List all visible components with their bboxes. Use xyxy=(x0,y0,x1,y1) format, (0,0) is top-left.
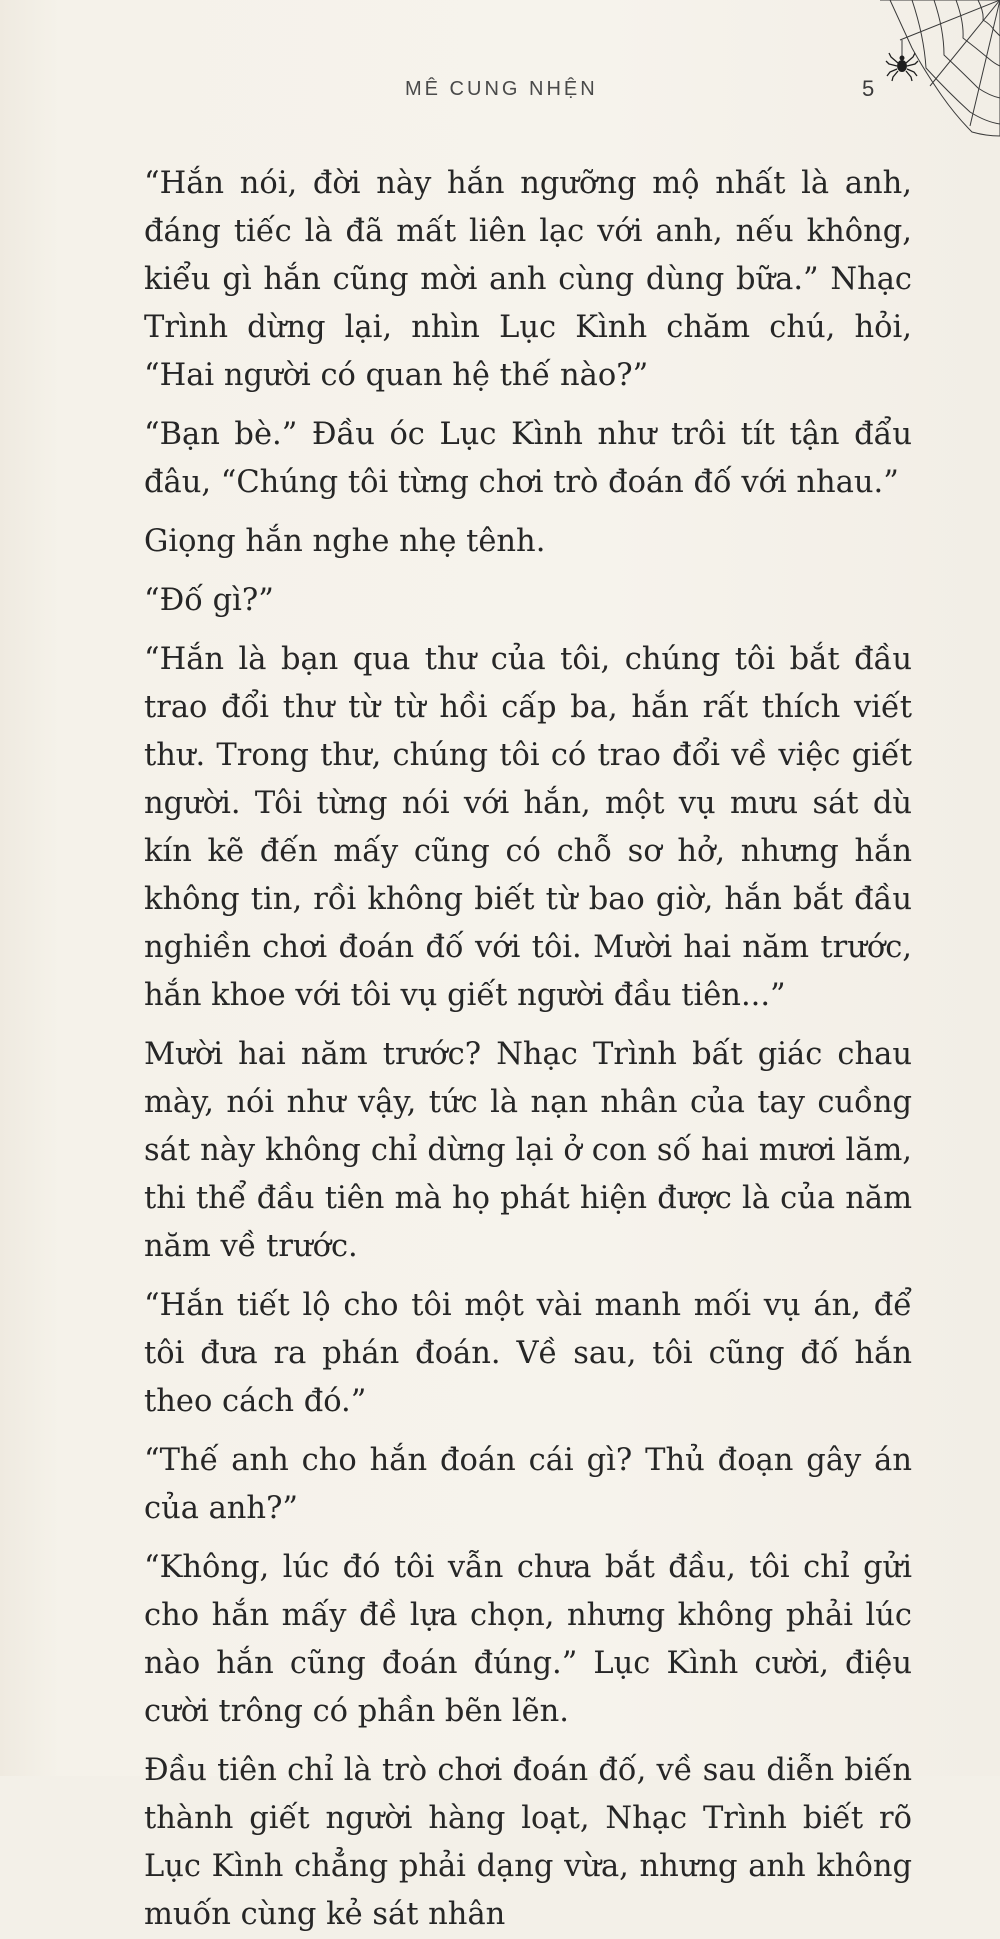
page-header xyxy=(0,74,1000,110)
paragraph: “Thế anh cho hắn đoán cái gì? Thủ đoạn gây án của anh?” xyxy=(144,1443,912,1526)
spider-icon xyxy=(886,53,918,81)
paragraph: Mười hai năm trước? Nhạc Trình bất giác chau mày, nói như vậy, tức là nạn nhân của tay cuồng sát này không chỉ dừng lại ở con số hai mươi lăm, thi thể đầu tiên mà họ phát hiện được là của năm năm về trước. xyxy=(144,1037,912,1264)
paragraph: “Hắn tiết lộ cho tôi một vài manh mối vụ án, để tôi đưa ra phán đoán. Về sau, tôi cũng đố hắn theo cách đó.” xyxy=(144,1288,912,1419)
paragraph: “Đố gì?” xyxy=(144,583,274,618)
running-title: MÊ CUNG NHỆN xyxy=(405,78,598,100)
body-text xyxy=(144,160,912,1939)
paragraph: “Bạn bè.” Đầu óc Lục Kình như trôi tít tận đẩu đâu, “Chúng tôi từng chơi trò đoán đố với nhau.” xyxy=(144,417,912,500)
paragraph: “Hắn nói, đời này hắn ngưỡng mộ nhất là anh, đáng tiếc là đã mất liên lạc với anh, nếu không, kiểu gì hắn cũng mời anh cùng dùng bữa.” Nhạc Trình dừng lại, nhìn Lục Kình chăm chú, hỏi, “Hai người có quan hệ thế nào?” xyxy=(144,166,912,393)
paragraph: “Hắn là bạn qua thư của tôi, chúng tôi bắt đầu trao đổi thư từ từ hồi cấp ba, hắn rất thích viết thư. Trong thư, chúng tôi có trao đổi về việc giết người. Tôi từng nói với hắn, một vụ mưu sát dù kín kẽ đến mấy cũng có chỗ sơ hở, nhưng hắn không tin, rồi không biết từ bao giờ, hắn bắt đầu nghiền chơi đoán đố với tôi. Mười hai năm trước, hắn khoe với tôi vụ giết người đầu tiên...” xyxy=(144,642,912,1013)
paragraph: “Không, lúc đó tôi vẫn chưa bắt đầu, tôi chỉ gửi cho hắn mấy đề lựa chọn, nhưng không phải lúc nào hắn cũng đoán đúng.” Lục Kình cười, điệu cười trông có phần bẽn lẽn. xyxy=(144,1550,912,1729)
page-number: 5 xyxy=(862,76,875,101)
paragraph: Đầu tiên chỉ là trò chơi đoán đố, về sau diễn biến thành giết người hàng loạt, Nhạc Trình biết rõ Lục Kình chẳng phải dạng vừa, nhưng anh không muốn cùng kẻ sát nhân xyxy=(144,1753,912,1932)
spider-web-icon xyxy=(860,0,1000,138)
paragraph: Giọng hắn nghe nhẹ tênh. xyxy=(144,524,546,559)
